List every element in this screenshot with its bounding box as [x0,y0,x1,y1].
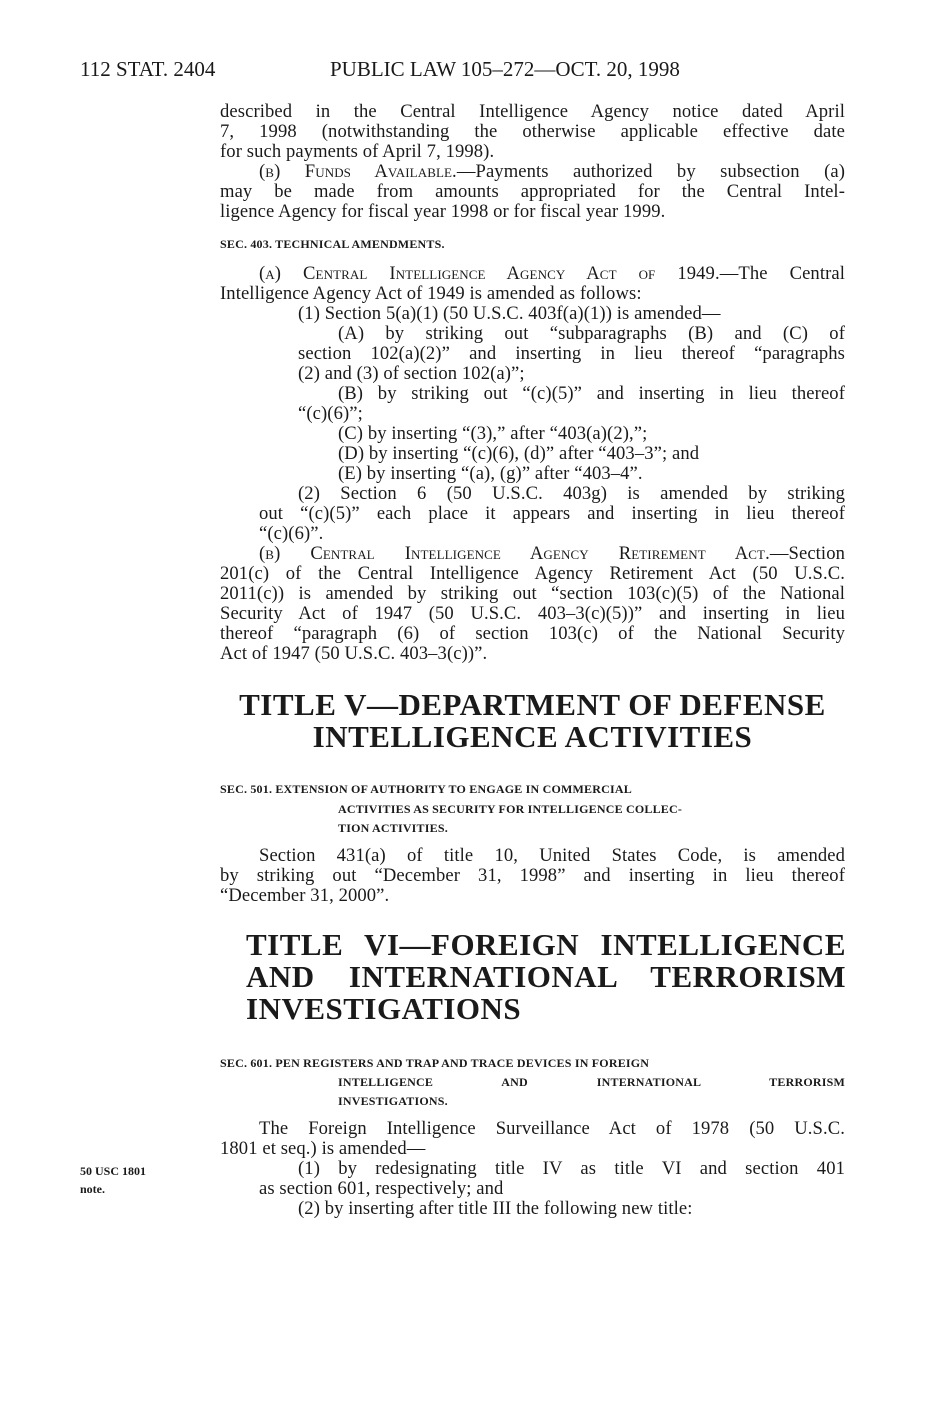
text-line: out “(c)(5)” each place it appears and inserting in lieu thereof [259,503,845,524]
text-line: Act of 1947 (50 U.S.C. 403–3(c))”. [220,643,488,664]
text-line: “(c)(6)”; [298,403,363,424]
text-line: 1801 et seq.) is amended— [220,1138,426,1159]
margin-note: note. [80,1182,105,1196]
section-heading: SEC. 601. PEN REGISTERS AND TRAP AND TRACE DEVICES IN FOREIGN [220,1056,650,1070]
subsection-b-funds-available [259,162,845,182]
text-line: by striking out “December 31, 1998” and inserting in lieu thereof [220,865,845,886]
subsection-label: (a) Central Intelligence Agency Act of 1949. [259,263,720,284]
running-header: PUBLIC LAW 105–272—OCT. 20, 1998 [330,57,680,81]
text-line: “(c)(6)”. [259,523,324,544]
text-line: 201(c) of the Central Intelligence Agency Retirement Act (50 U.S.C. [220,563,845,584]
subsection-text: —Payments authorized by subsection (a) [456,161,845,182]
text-line: (C) by inserting “(3),” after “403(a)(2),”; [338,423,648,444]
text-line: as section 601, respectively; and [259,1178,504,1199]
text-line: may be made from amounts appropriated for the Central Intel- [220,181,845,202]
text-line: thereof “paragraph (6) of section 103(c) of the National Security [220,623,845,644]
title-line: AND INTERNATIONAL TERRORISM [246,959,846,994]
title-line: TITLE V—DEPARTMENT OF DEFENSE [239,687,826,722]
text-line: (1) by redesignating title IV as title VI and section 401 [298,1158,845,1179]
subsection-text: —Section [769,543,845,564]
subsection-text: —The Central [719,263,845,284]
title-line: INTELLIGENCE ACTIVITIES [312,719,753,754]
title-line: TITLE VI—FOREIGN INTELLIGENCE [246,927,846,962]
text-line: (A) by striking out “subparagraphs (B) and (C) of [338,323,845,344]
margin-note: 50 USC 1801 [80,1164,147,1178]
text-line: Section 431(a) of title 10, United States Code, is amended [259,845,845,866]
section-heading: TION ACTIVITIES. [338,821,448,835]
subsection-label: (b) Central Intelligence Agency Retirement Act. [259,543,770,564]
section-heading: SEC. 501. EXTENSION OF AUTHORITY TO ENGAGE IN COMMERCIAL [220,782,632,796]
text-line: (E) by inserting “(a), (g)” after “403–4”. [338,463,643,484]
title-line: INVESTIGATIONS [246,991,522,1026]
text-line: for such payments of April 7, 1998). [220,141,495,162]
text-line: ligence Agency for fiscal year 1998 or for fiscal year 1999. [220,201,666,222]
text-line: (2) by inserting after title III the following new title: [298,1198,693,1219]
page-reference: 112 STAT. 2404 [80,57,216,81]
text-line: section 102(a)(2)” and inserting in lieu thereof “paragraphs [298,343,845,364]
section-heading: ACTIVITIES AS SECURITY FOR INTELLIGENCE COLLEC- [338,802,683,816]
text-line: “December 31, 2000”. [220,885,390,906]
subsection-label: (b) Funds Available. [259,161,457,182]
text-line: (D) by inserting “(c)(6), (d)” after “403–3”; and [338,443,700,464]
text-line: 7, 1998 (notwithstanding the otherwise applicable effective date [220,121,845,142]
subsection-b-cia-retirement-act [259,544,845,564]
text-line: 2011(c)) is amended by striking out “section 103(c)(5) of the National [220,583,845,604]
section-heading: SEC. 403. TECHNICAL AMENDMENTS. [220,237,445,251]
text-line: (2) and (3) of section 102(a)”; [298,363,525,384]
text-line: The Foreign Intelligence Surveillance Act of 1978 (50 U.S.C. [259,1118,845,1139]
text-line: (1) Section 5(a)(1) (50 U.S.C. 403f(a)(1)) is amended— [298,303,721,324]
text-line: (B) by striking out “(c)(5)” and inserting in lieu thereof [338,383,845,404]
text-line: Intelligence Agency Act of 1949 is amended as follows: [220,283,642,304]
subsection-a-cia-act [259,264,845,284]
text-line: Security Act of 1947 (50 U.S.C. 403–3(c)(5))” and inserting in lieu [220,603,845,624]
text-line: (2) Section 6 (50 U.S.C. 403g) is amended by striking [298,483,845,504]
section-heading: INVESTIGATIONS. [338,1094,448,1108]
section-heading: INTELLIGENCE AND INTERNATIONAL TERRORISM [338,1075,845,1089]
text-line: described in the Central Intelligence Agency notice dated April [220,101,845,122]
